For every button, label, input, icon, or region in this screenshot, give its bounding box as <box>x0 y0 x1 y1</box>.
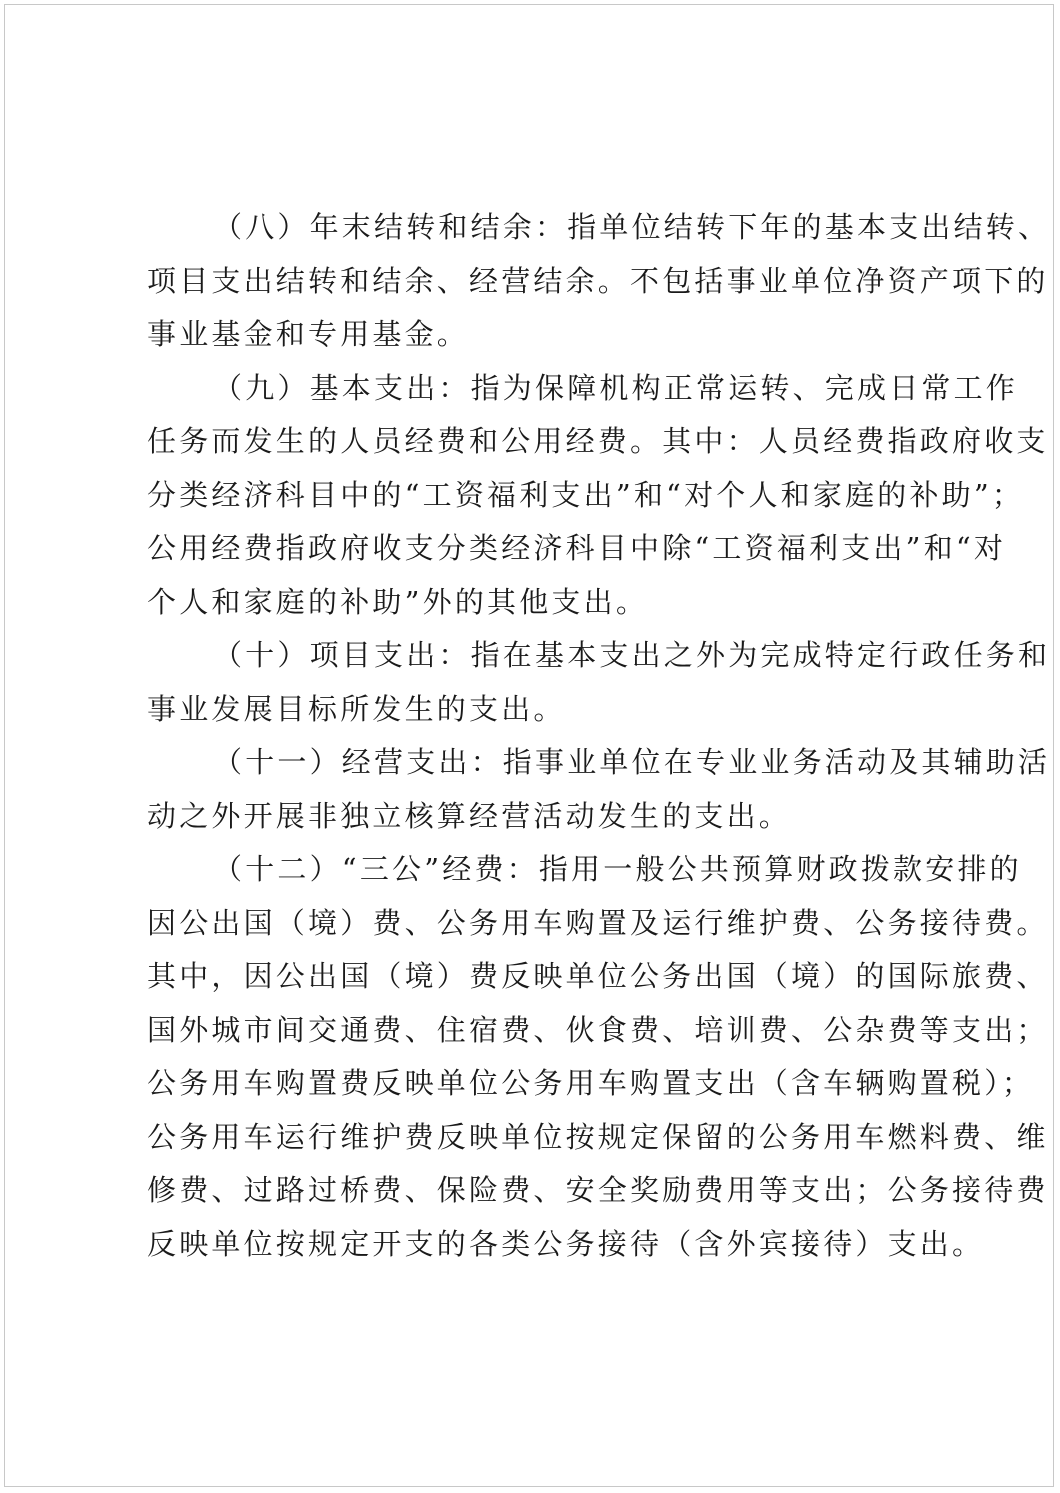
text-line: 其中，因公出国（境）费反映单位公务出国（境）的国际旅费、 <box>147 959 1049 993</box>
text-line: 公务用车运行维护费反映单位按规定保留的公务用车燃料费、维 <box>147 1119 1049 1154</box>
text-line: 事业基金和专用基金。 <box>147 317 470 351</box>
text-line: 因公出国（境）费、公务用车购置及运行维护费、公务接待费。 <box>147 905 1049 940</box>
text-line: （十二）“三公”经费：指用一般公共预算财政拨款安排的 <box>213 852 1022 886</box>
paragraph-10 <box>147 629 1051 736</box>
text-line: 分类经济科目中的“工资福利支出”和“对个人和家庭的补助”； <box>147 477 1025 512</box>
document-body <box>147 201 1051 1271</box>
text-line: 项目支出结转和结余、经营结余。不包括事业单位净资产项下的 <box>147 263 1049 298</box>
document-page <box>4 4 1054 1487</box>
text-line: 修费、过路过桥费、保险费、安全奖励费用等支出；公务接待费 <box>147 1173 1049 1207</box>
text-line: 动之外开展非独立核算经营活动发生的支出。 <box>147 798 792 833</box>
text-line: 公务用车购置费反映单位公务用车购置支出（含车辆购置税）； <box>147 1066 1035 1100</box>
text-line: （十一）经营支出：指事业单位在专业业务活动及其辅助活 <box>213 745 1051 779</box>
text-line: （八）年末结转和结余：指单位结转下年的基本支出结转、 <box>213 210 1051 244</box>
paragraph-9 <box>147 362 1049 630</box>
text-line: 国外城市间交通费、住宿费、伙食费、培训费、公杂费等支出； <box>147 1012 1049 1047</box>
text-line: 反映单位按规定开支的各类公务接待（含外宾接待）支出。 <box>147 1226 985 1261</box>
text-line: （九）基本支出：指为保障机构正常运转、完成日常工作 <box>213 370 1019 405</box>
paragraph-8 <box>147 201 1051 362</box>
paragraph-11 <box>147 736 1051 843</box>
paragraph-12 <box>147 843 1049 1271</box>
text-line: 任务而发生的人员经费和公用经费。其中：人员经费指政府收支 <box>147 424 1049 458</box>
text-line: 事业发展目标所发生的支出。 <box>147 691 566 726</box>
text-line: 个人和家庭的补助”外的其他支出。 <box>147 584 649 619</box>
text-line: 公用经费指政府收支分类经济科目中除“工资福利支出”和“对 <box>147 531 1007 565</box>
text-line: （十）项目支出：指在基本支出之外为完成特定行政任务和 <box>213 638 1051 672</box>
